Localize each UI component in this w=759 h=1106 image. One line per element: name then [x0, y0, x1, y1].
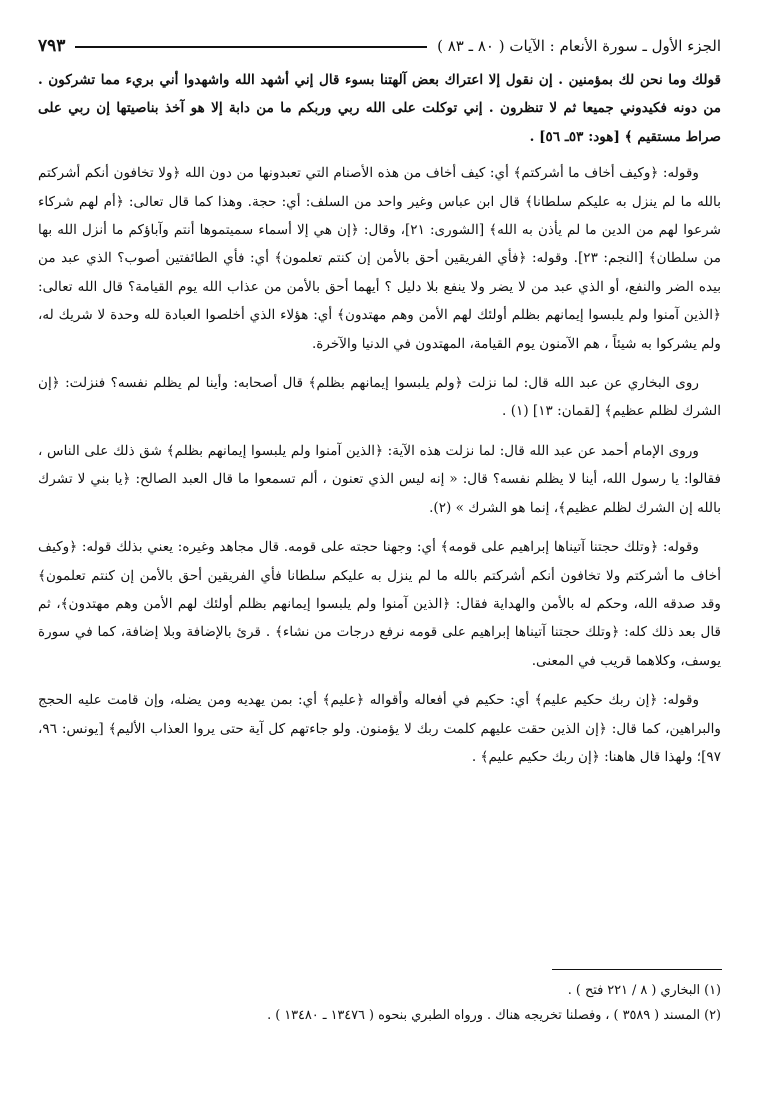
text-line: الفريقين أحق بالأمن إن كنتم تعلمون﴾ أي: فأي الطائفتين أصوب؟ الذي عبد من بيده الضر والنفع، [38, 250, 721, 295]
text-line: تشركون . من دونه فكيدوني جميعا ثم لا تنظرون . إني توكلت على الله ربي وربكم ما من دابة إلا هو آخذ [38, 72, 721, 117]
text-line: وقال: ﴿إن هي إلا أسماء سميتموها أنتم وآباؤكم ما أنزل الله بها من سلطان﴾ [النجم: ٢٣]. وقوله: ﴿فأي [38, 222, 721, 267]
footnote-divider [552, 969, 722, 970]
text-line: سلطانا فأي الفريقين أحق بالأمن إن كنتم تعلمون﴾ وقد صدقه الله، وحكم له بالأمن والهداية فقال: [38, 567, 721, 612]
text-line: بناصيتها إن ربي على صراط مستقيم ﴾ [هود: ٥٣ـ ٥٦] . [38, 100, 721, 145]
text-line: وقوله: ﴿وكيف أخاف ما أشركتم﴾ أي: كيف أخاف من هذه الأصنام التي تعبدونها من دون [209, 165, 699, 182]
hujja-commentary-paragraph [38, 533, 721, 675]
text-line: الله ﴿ولا تخافون أنكم أشركتم بالله ما لم ينزل به عليكم سلطانا﴾ قال ابن عباس وغير واحد من السلف: [38, 165, 721, 210]
header-rule [75, 46, 427, 48]
text-line: أو الذي عبد من لا يضر ولا ينفع بلا دليل ؟ أيهما أحق بالأمن من عذاب الله يوم القيامة؟ قال [102, 278, 620, 295]
commentary-paragraph [38, 159, 721, 358]
text-line: جاءتهم كل آية حتى يروا العذاب الأليم﴾ [يونس: ٩٦، ٩٧]؛ ولهذا قال هاهنا: ﴿إن ربك حكيم عليم﴾ . [38, 720, 721, 765]
text-line: أي: حجة. وهذا كما قال تعالى: ﴿أم لهم شركاء شرعوا لهم من الدين ما لم يأذن به الله﴾ [الشورى: ٢١]، [38, 193, 721, 239]
running-header [38, 34, 721, 58]
text-line: تعنون ، ألم تسمعوا ما قال العبد الصالح: ﴿يا بني لا تشرك بالله إن الشرك لظلم عظيم﴾، إنما هو [38, 471, 721, 516]
text-line: أخلصوا العبادة لله وحدة لا شريك له، ولم يشركوا به شيئاً ، هم الآمنون يوم القيامة، [38, 307, 721, 352]
text-line: الله تعالى: ﴿الذين آمنوا ولم يلبسوا إيمانهم بظلم أولئك لهم الأمن وهم مهتدون﴾ أي: هؤلاء الذي [38, 278, 721, 324]
running-title: الجزء الأول ـ سورة الأنعام : الآيات ( ٨٠ ـ ٨٣ ) [437, 37, 721, 55]
text-line: يضله، وإن قامت عليه الحجج والبراهين، كما قال: ﴿إن الذين حقت عليهم كلمت ربك لا يؤمنون. ولو [38, 692, 721, 737]
footnote-1: (١) البخاري ( ٨ / ٢٢١ فتح ) . [567, 983, 721, 998]
text-line: وقوله: ﴿إن ربك حكيم عليم﴾ أي: حكيم في أفعاله وأقواله ﴿عليم﴾ أي: بمن يهديه ومن [207, 692, 700, 709]
text-line: وروى الإمام أحمد عن عبد الله قال: لما نزلت هذه الآية: ﴿الذين آمنوا ولم يلبسوا إيمانهم [207, 442, 699, 459]
text-line: المهتدون في الدنيا والآخرة. [311, 335, 466, 352]
footnotes [38, 978, 721, 1028]
text-line: يظلم نفسه؟ فنزلت: ﴿إن الشرك لظلم عظيم﴾ [لقمان: ١٣] (١) . [38, 375, 721, 420]
text-line: قولك وما نحن لك بمؤمنين . إن نقول إلا اعتراك بعض آلهتنا بسوء قال إني أشهد الله واشهدوا أني بريء مما [100, 72, 721, 88]
text-line: وقوله: ﴿وتلك حجتنا آتيناها إبراهيم على قومه﴾ أي: وجهنا حجته على قومه. قال مجاهد [219, 539, 699, 556]
ahmad-narration-paragraph [38, 437, 721, 522]
hakim-alim-commentary-paragraph [38, 686, 721, 771]
page-body [38, 66, 721, 771]
page-number: ٧٩٣ [38, 36, 66, 56]
quran-quote-paragraph [38, 66, 721, 151]
text-line: بظلم﴾ شق ذلك على الناس ، فقالوا: يا رسول الله، أينا لا يظلم نفسه؟ قال: « إنه ليس الذي [38, 442, 722, 488]
text-line: روى البخاري عن عبد الله قال: لما نزلت ﴿ولم يلبسوا إيمانهم بظلم﴾ قال أصحابه: وأينا لم [187, 375, 699, 392]
text-line: آتيناها إبراهيم على قومه نرفع درجات من نشاء﴾ . قرئ بالإضافة وبلا إضافة، كما في سورة يوسف، [38, 624, 721, 669]
text-line: وغيره: يعني بذلك قوله: ﴿وكيف أخاف ما أشركتم ولا تخافون أنكم أشركتم بالله ما لم ينزل به عليكم [38, 539, 721, 584]
bukhari-narration-paragraph [38, 369, 721, 426]
footnote-2: (٢) المسند ( ٣٥٨٩ ) ، وفصلنا تخريجه هناك . ورواه الطبري بنحوه ( ١٣٤٧٦ ـ ١٣٤٨٠ ) . [267, 1008, 721, 1023]
text-line: وكلاهما قريب في المعنى. [531, 652, 677, 669]
text-line: الشرك » (٢). [429, 499, 508, 516]
text-line: ﴿الذين آمنوا ولم يلبسوا إيمانهم بظلم أولئك لهم الأمن وهم مهتدون﴾، ثم قال بعد ذلك كله: ﴿وتلك حجتنا [38, 595, 721, 641]
